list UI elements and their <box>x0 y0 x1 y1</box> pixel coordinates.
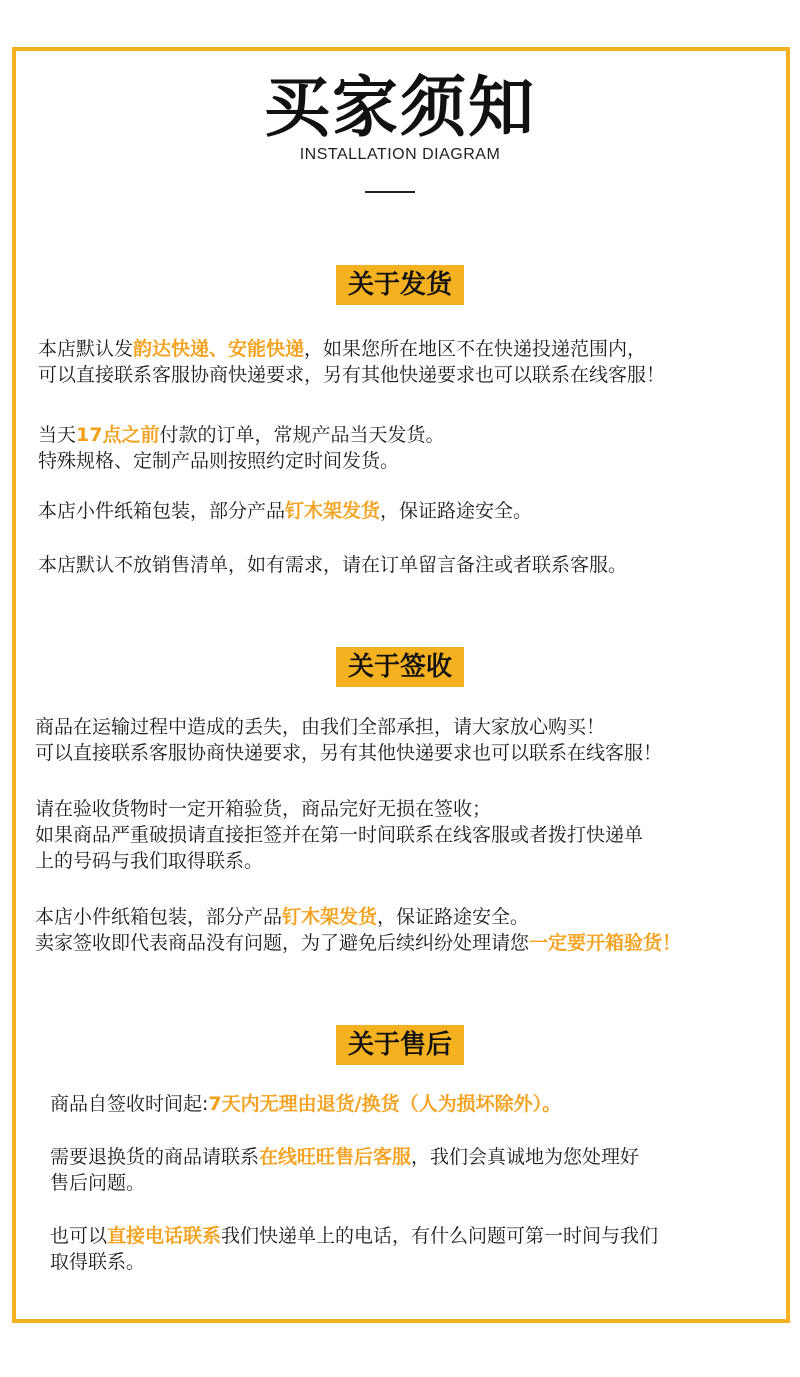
body-text: 也可以 <box>50 1225 108 1247</box>
body-text: 上的号码与我们取得联系。 <box>35 850 264 872</box>
text-line <box>38 362 665 388</box>
shipping-paragraph-2 <box>38 422 444 474</box>
body-text: 付款的订单，常规产品当天发货。 <box>159 424 445 446</box>
body-text: 售后问题。 <box>50 1172 146 1194</box>
highlight-text: 7天内无理由退货/换货（人为损坏除外）。 <box>208 1093 562 1115</box>
body-text: 本店默认发 <box>38 338 134 360</box>
shipping-paragraph-3 <box>38 498 532 524</box>
text-line <box>38 336 665 362</box>
highlight-text: 17点之前 <box>76 424 160 446</box>
body-text: 可以直接联系客服协商快递要求，另有其他快递要求也可以联系在线客服！ <box>38 364 666 386</box>
title-divider <box>365 191 415 193</box>
shipping-paragraph-4 <box>38 552 627 578</box>
body-text: 需要退换货的商品请联系 <box>50 1146 260 1168</box>
text-line <box>50 1223 658 1249</box>
body-text: 商品在运输过程中造成的丢失，由我们全部承担，请大家放心购买！ <box>35 716 606 738</box>
text-line <box>35 848 643 874</box>
highlight-text: 韵达快递、安能快递 <box>133 338 305 360</box>
body-text: 取得联系。 <box>50 1251 146 1273</box>
aftersales-paragraph-2 <box>50 1144 639 1196</box>
body-text: 特殊规格、定制产品则按照约定时间发货。 <box>38 450 400 472</box>
body-text: 如果商品严重破损请直接拒签并在第一时间联系在线客服或者拨打快递单 <box>35 824 644 846</box>
text-line <box>35 822 643 848</box>
highlight-text: 在线旺旺售后客服 <box>259 1146 412 1168</box>
highlight-text: 直接电话联系 <box>107 1225 222 1247</box>
body-text: ，我们会真诚地为您处理好 <box>411 1146 640 1168</box>
text-line <box>50 1249 658 1275</box>
body-text: ，保证路途安全。 <box>380 500 533 522</box>
text-line <box>50 1091 561 1117</box>
highlight-text: 钉木架发货 <box>285 500 381 522</box>
section-heading-aftersales: 关于售后 <box>336 1025 464 1065</box>
aftersales-paragraph-1 <box>50 1091 561 1117</box>
page-title: 买家须知 <box>264 69 536 146</box>
section-heading-receipt: 关于签收 <box>336 647 464 687</box>
text-line <box>38 552 627 578</box>
text-line <box>38 422 444 448</box>
receipt-paragraph-2 <box>35 796 643 874</box>
section-heading-shipping: 关于发货 <box>336 265 464 305</box>
body-text: 本店小件纸箱包装，部分产品 <box>35 906 283 928</box>
page-subtitle: INSTALLATION DIAGRAM <box>299 146 501 163</box>
body-text: 本店小件纸箱包装，部分产品 <box>38 500 286 522</box>
text-line <box>38 498 532 524</box>
shipping-paragraph-1 <box>38 336 665 388</box>
receipt-paragraph-1 <box>35 714 662 766</box>
body-text: 当天 <box>38 424 77 446</box>
receipt-paragraph-3 <box>35 904 681 956</box>
highlight-text: 钉木架发货 <box>282 906 378 928</box>
highlight-text: 一定要开箱验货！ <box>529 932 682 954</box>
body-text: ，如果您所在地区不在快递投递范围内， <box>304 338 647 360</box>
text-line <box>35 904 681 930</box>
text-line <box>50 1144 639 1170</box>
aftersales-paragraph-3 <box>50 1223 658 1275</box>
text-line <box>35 930 681 956</box>
text-line <box>50 1170 639 1196</box>
text-line <box>35 796 643 822</box>
text-line <box>35 740 662 766</box>
body-text: 请在验收货物时一定开箱验货，商品完好无损在签收； <box>35 798 492 820</box>
body-text: 可以直接联系客服协商快递要求，另有其他快递要求也可以联系在线客服！ <box>35 742 663 764</box>
body-text: ，保证路途安全。 <box>377 906 530 928</box>
body-text: 卖家签收即代表商品没有问题，为了避免后续纠纷处理请您 <box>35 932 530 954</box>
text-line <box>38 448 444 474</box>
body-text: 本店默认不放销售清单，如有需求，请在订单留言备注或者联系客服。 <box>38 554 628 576</box>
body-text: 我们快递单上的电话，有什么问题可第一时间与我们 <box>221 1225 659 1247</box>
body-text: 商品自签收时间起: <box>50 1093 209 1115</box>
text-line <box>35 714 662 740</box>
